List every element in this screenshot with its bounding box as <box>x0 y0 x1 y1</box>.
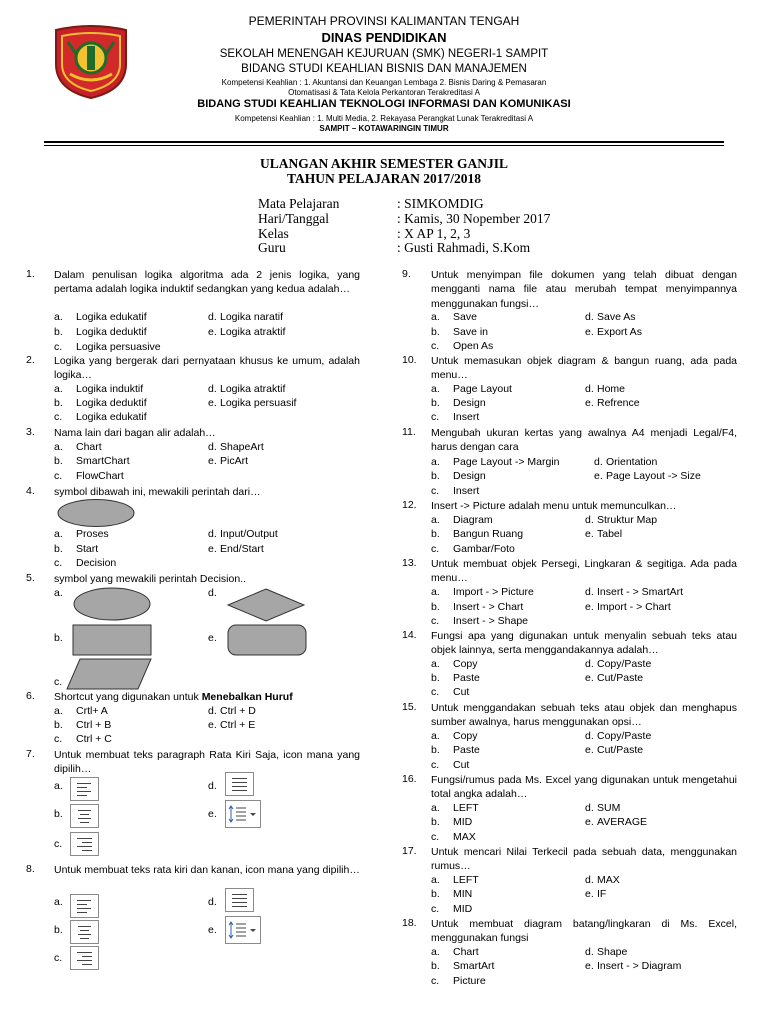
question-text: Untuk membuat teks rata kiri dan kanan, icon mana yang dipilih… <box>54 864 360 876</box>
info-value-teacher: : Gusti Rahmadi, S.Kom <box>397 240 531 255</box>
option-a: a. Chart <box>54 441 102 453</box>
option-a-label: a. <box>54 587 63 599</box>
question-number: 9. <box>402 268 411 280</box>
question-text: Insert -> Picture adalah menu untuk memunculkan… <box>431 500 677 512</box>
option-c: c. Gambar/Foto <box>431 543 515 555</box>
option-c: c. Open As <box>431 340 494 352</box>
option-e: e. Insert - > Diagram <box>585 960 682 972</box>
option-b: b. Start <box>54 543 99 555</box>
question-text: Untuk menyimpan file dokumen yang telah dibuat dengan mengganti nama file atau merubah tempat menyimpannya menggunakan fungsi… <box>431 269 737 310</box>
option-d: d. Logika atraktif <box>208 383 286 395</box>
justify-icon <box>225 888 254 912</box>
header-line-7: BIDANG STUDI KEAHLIAN TEKNOLOGI INFORMASI DAN KOMUNIKASI <box>197 98 571 110</box>
question-text: Untuk mencari Nilai Terkecil pada sebuah data, menggunakan rumus… <box>431 846 737 873</box>
option-a: a. Crtl+ A <box>54 705 108 717</box>
header-rule <box>44 141 724 143</box>
header-line-1: PEMERINTAH PROVINSI KALIMANTAN TENGAH <box>248 14 520 28</box>
exam-year: TAHUN PELAJARAN 2017/2018 <box>286 171 481 186</box>
option-c: c. Cut <box>431 759 470 771</box>
question-text: Dalam penulisan logika algoritma ada 2 jenis logika, yang pertama adalah logika induktif sedangkan yang kedua adalah… <box>54 269 360 296</box>
align-center-icon <box>70 920 99 944</box>
option-b-label: b. <box>54 924 63 936</box>
option-b: b. SmartChart <box>54 455 130 467</box>
oval-symbol <box>56 498 136 528</box>
question-number: 12. <box>402 499 417 511</box>
option-b: b. Ctrl + B <box>54 719 112 731</box>
option-b: b. Logika deduktif <box>54 326 147 338</box>
option-c: c. Insert <box>431 411 480 423</box>
option-a-label: a. <box>54 780 63 792</box>
option-b-label: b. <box>54 808 63 820</box>
option-e: e. Logika persuasif <box>208 397 297 409</box>
question-number: 3. <box>26 426 35 438</box>
option-a: a. Proses <box>54 528 109 540</box>
option-e-label: e. <box>208 924 217 936</box>
option-c: c. MAX <box>431 831 476 843</box>
option-d: d. ShapeArt <box>208 441 264 453</box>
question-number: 16. <box>402 773 417 785</box>
option-c: c. FlowChart <box>54 470 124 482</box>
question-number: 2. <box>26 354 35 366</box>
option-d: d. Home <box>585 383 626 395</box>
exam-title: ULANGAN AKHIR SEMESTER GANJIL <box>260 156 508 171</box>
option-a: a. Page Layout <box>431 383 512 395</box>
option-d: d. Save As <box>585 311 636 323</box>
option-d: d. Logika naratif <box>208 311 284 323</box>
option-c-label: c. <box>54 952 63 964</box>
option-a: a. Chart <box>431 946 479 958</box>
option-d: d. MAX <box>585 874 620 886</box>
option-d: d. Ctrl + D <box>208 705 256 717</box>
question-text: Logika yang bergerak dari pernyataan khusus ke umum, adalah logika… <box>54 355 360 382</box>
question-text: Untuk membuat teks paragraph Rata Kiri Saja, icon mana yang dipilih… <box>54 749 360 776</box>
option-b: b. Bangun Ruang <box>431 528 524 540</box>
info-label-subject: Mata Pelajaran <box>258 196 340 211</box>
parallelogram-shape <box>66 658 152 690</box>
option-d: d. Input/Output <box>208 528 278 540</box>
question-number: 11. <box>402 426 416 438</box>
option-b: b. Paste <box>431 672 480 684</box>
option-e-label: e. <box>208 632 217 644</box>
question-text: Fungsi/rumus pada Ms. Excel yang digunakan untuk mengetahui total angka adalah… <box>431 774 737 801</box>
question-number: 17. <box>402 845 417 857</box>
option-e: e. PicArt <box>208 455 249 467</box>
rounded-rectangle-shape <box>227 624 307 656</box>
question-number: 5. <box>26 572 35 584</box>
question-number: 8. <box>26 863 35 875</box>
diamond-shape <box>226 587 306 623</box>
header-line-3: SEKOLAH MENENGAH KEJURUAN (SMK) NEGERI-1 SAMPIT <box>219 48 549 60</box>
question-text: Untuk membuat diagram batang/lingkaran di Ms. Excel, menggunakan fungsi <box>431 918 737 945</box>
option-b-label: b. <box>54 632 63 644</box>
option-e: e. Refrence <box>585 397 640 409</box>
option-c: c. Picture <box>431 975 486 987</box>
option-c: c. Ctrl + C <box>54 733 112 745</box>
align-center-icon <box>70 804 99 828</box>
option-e: e. Import - > Chart <box>585 601 671 613</box>
header-line-5: Kompetensi Keahlian : 1. Akuntansi dan Keuangan Lembaga 2. Bisnis Daring & Pemasaran <box>221 78 547 87</box>
question-number: 4. <box>26 485 35 497</box>
option-a: a. Import - > Picture <box>431 586 534 598</box>
option-e: e. Ctrl + E <box>208 719 256 731</box>
option-e: e. AVERAGE <box>585 816 647 828</box>
option-b: b. Save in <box>431 326 489 338</box>
option-d: d. Orientation <box>594 456 658 468</box>
question-text: Fungsi apa yang digunakan untuk menyalin sebuah teks atau objek lainnya, serta menggandakannya adalah… <box>431 630 737 657</box>
question-number: 15. <box>402 701 417 713</box>
option-a: a. Save <box>431 311 477 323</box>
option-a: a. Copy <box>431 658 478 670</box>
option-e: e. Page Layout -> Size <box>594 470 701 482</box>
align-right-icon <box>70 832 99 856</box>
option-a: a. Logika induktif <box>54 383 144 395</box>
option-c: c. Insert <box>431 485 480 497</box>
question-text: Untuk memasukan objek diagram & bangun ruang, ada pada menu… <box>431 355 737 382</box>
option-a: a. Copy <box>431 730 478 742</box>
option-a: a. LEFT <box>431 802 479 814</box>
option-d: d. Copy/Paste <box>585 730 652 742</box>
option-e-label: e. <box>208 808 217 820</box>
option-c: c. Decision <box>54 557 117 569</box>
question-text: Untuk membuat objek Persegi, Lingkaran & segitiga. Ada pada menu… <box>431 558 737 585</box>
align-right-icon <box>70 946 99 970</box>
header-line-4: BIDANG STUDI KEAHLIAN BISNIS DAN MANAJEMEN <box>241 63 527 75</box>
option-b: b. MID <box>431 816 473 828</box>
option-c: c. Logika edukatif <box>54 411 147 423</box>
option-d: d. Copy/Paste <box>585 658 652 670</box>
question-number: 18. <box>402 917 417 929</box>
rectangle-shape <box>72 624 152 656</box>
question-number: 1. <box>26 268 35 280</box>
option-c: c. Insert - > Shape <box>431 615 529 627</box>
header-line-8: Kompetensi Keahlian : 1. Multi Media, 2. Rekayasa Perangkat Lunak Terakreditasi A <box>234 114 534 123</box>
option-d-label: d. <box>208 587 217 599</box>
option-b: b. SmartArt <box>431 960 495 972</box>
option-e: e. Export As <box>585 326 642 338</box>
option-a: a. Page Layout -> Margin <box>431 456 560 468</box>
question-text: symbol dibawah ini, mewakili perintah dari… <box>54 486 261 498</box>
header-line-6: Otomatisasi & Tata Kelola Perkantoran Terakreditasi A <box>288 88 480 97</box>
info-value-class: : X AP 1, 2, 3 <box>397 226 471 241</box>
question-number: 14. <box>402 629 417 641</box>
info-value-subject: : SIMKOMDIG <box>397 196 484 211</box>
line-spacing-icon <box>225 800 261 828</box>
align-left-icon <box>70 777 99 801</box>
option-d-label: d. <box>208 780 217 792</box>
option-b: b. Design <box>431 397 486 409</box>
option-c: c. Logika persuasive <box>54 341 161 353</box>
option-d: d. Insert - > SmartArt <box>585 586 684 598</box>
question-text: Mengubah ukuran kertas yang awalnya A4 menjadi Legal/F4, harus dengan cara <box>431 427 737 454</box>
justify-icon <box>225 772 254 796</box>
header-line-9: SAMPIT – KOTAWARINGIN TIMUR <box>319 124 449 133</box>
option-b: b. Insert - > Chart <box>431 601 524 613</box>
option-b: b. Paste <box>431 744 480 756</box>
option-e: e. Cut/Paste <box>585 672 644 684</box>
line-spacing-icon <box>225 916 261 944</box>
option-d: d. SUM <box>585 802 621 814</box>
option-c: c. MID <box>431 903 473 915</box>
info-label-class: Kelas <box>258 226 289 241</box>
option-b: b. Design <box>431 470 486 482</box>
option-d-label: d. <box>208 896 217 908</box>
option-d: d. Shape <box>585 946 628 958</box>
question-text: Nama lain dari bagan alir adalah… <box>54 427 216 439</box>
option-e: e. Logika atraktif <box>208 326 286 338</box>
option-a: a. Diagram <box>431 514 493 526</box>
option-a: a. Logika edukatif <box>54 311 147 323</box>
option-c: c. Cut <box>431 686 470 698</box>
question-text: Shortcut yang digunakan untuk Menebalkan Huruf <box>54 691 293 703</box>
question-number: 6. <box>26 690 35 702</box>
align-left-icon <box>70 894 99 918</box>
option-a-label: a. <box>54 896 63 908</box>
option-e: e. End/Start <box>208 543 264 555</box>
header-line-2: DINAS PENDIDIKAN <box>321 30 447 45</box>
option-e: e. Cut/Paste <box>585 744 644 756</box>
header-rule-thin <box>44 145 724 146</box>
oval-shape <box>72 586 152 622</box>
question-number: 7. <box>26 748 35 760</box>
option-e: e. Tabel <box>585 528 623 540</box>
option-d: d. Struktur Map <box>585 514 658 526</box>
option-a: a. LEFT <box>431 874 479 886</box>
question-text: symbol yang mewakili perintah Decision.. <box>54 573 246 585</box>
info-label-teacher: Guru <box>258 240 286 255</box>
question-number: 10. <box>402 354 417 366</box>
option-c-label: c. <box>54 838 63 850</box>
info-label-date: Hari/Tanggal <box>258 211 330 226</box>
option-e: e. IF <box>585 888 607 900</box>
question-number: 13. <box>402 557 417 569</box>
option-b: b. Logika deduktif <box>54 397 147 409</box>
info-value-date: : Kamis, 30 Nopember 2017 <box>397 211 551 226</box>
option-b: b. MIN <box>431 888 473 900</box>
question-text: Untuk menggandakan sebuah teks atau objek dan menghapus sumber awalnya, harus menggunakan opsi… <box>431 702 737 729</box>
option-c-label: c. <box>54 676 63 688</box>
